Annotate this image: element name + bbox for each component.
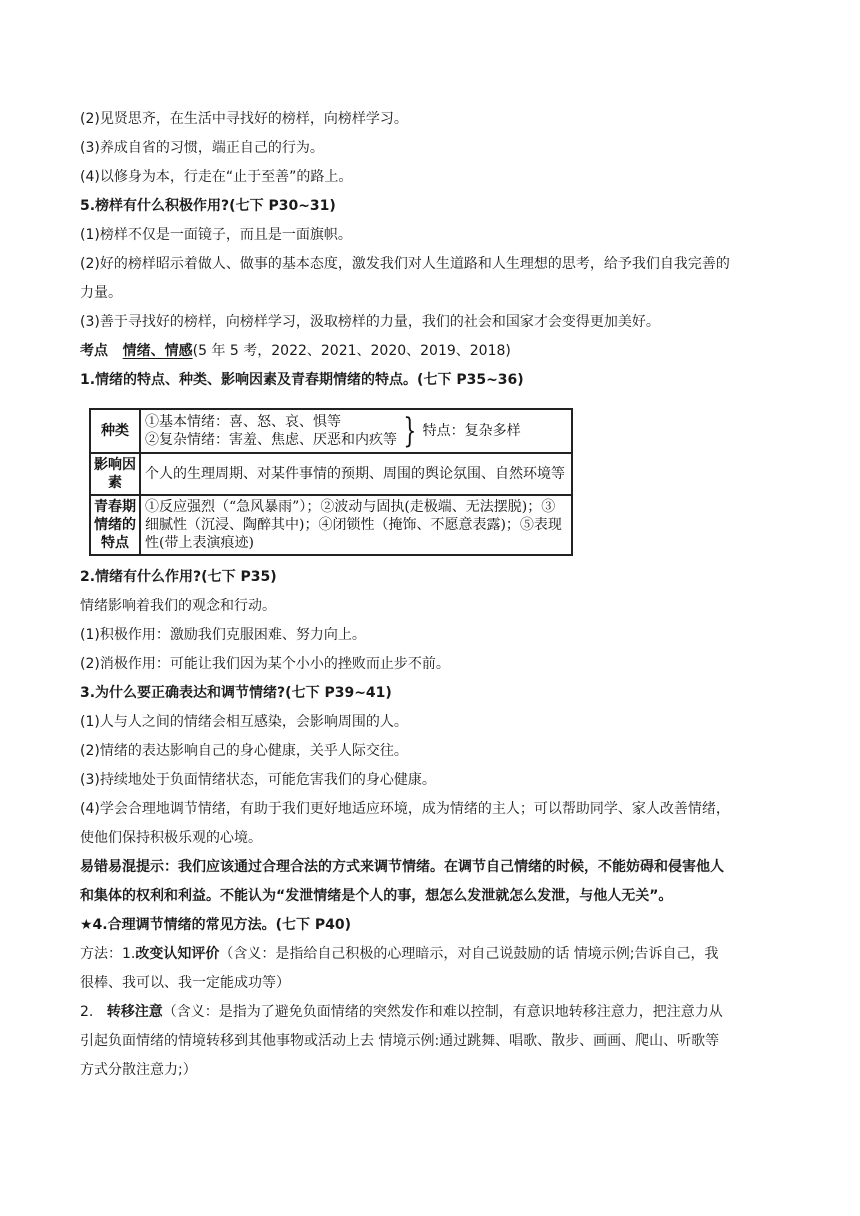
- method-name: 转移注意: [106, 1003, 163, 1020]
- tip-text: 和集体的权利和利益。不能认为“发泄情绪是个人的事，想怎么发泄就怎么发泄，与他人无关”。: [80, 887, 673, 904]
- text-line: (4)以修身为本，行走在“止于至善”的路上。: [80, 168, 353, 185]
- text-line: (2)好的榜样昭示着做人、做事的基本态度，激发我们对人生道路和人生理想的思考，给予我们自我完善的: [80, 255, 730, 272]
- question-heading: ★4.合理调节情绪的常见方法。(七下 P40): [80, 916, 352, 933]
- text-line: (1)积极作用：激励我们克服困难、努力向上。: [80, 626, 366, 643]
- table-cell: 个人的生理周期、对某件事情的预期、周围的舆论氛围、自然环境等: [140, 453, 572, 495]
- text-line: (4)学会合理地调节情绪，有助于我们更好地适应环境，成为情绪的主人；可以帮助同学、家人改善情绪，: [80, 800, 730, 817]
- text-line: (2)情绪的表达影响自己的身心健康，关乎人际交往。: [80, 742, 408, 759]
- method-prefix: 2.: [80, 1003, 107, 1020]
- text-line: 使他们保持积极乐观的心境。: [80, 829, 262, 846]
- method-line: [80, 944, 719, 964]
- text-line: 引起负面情绪的情境转移到其他事物或活动上去 情境示例:通过跳舞、唱歌、散步、画画、爬山、听歌等: [80, 1032, 720, 1049]
- kaodian-topic: 情绪、情感: [122, 342, 193, 359]
- table-text: 特点：复杂多样: [422, 423, 521, 439]
- table-cell: ①反应强烈（“急风暴雨”）；②波动与固执(走极端、无法摆脱)；③细腻性（沉浸、陶醉其中)；④闭锁性（掩饰、不愿意表露)；⑤表现性(带上表演痕迹): [140, 495, 572, 555]
- table-row: [90, 409, 572, 453]
- text-line: (3)持续地处于负面情绪状态，可能危害我们的身心健康。: [80, 771, 436, 788]
- table-text: ①基本情绪：喜、怒、哀、惧等: [145, 414, 341, 430]
- table-cell-head: 影响因素: [90, 453, 140, 495]
- text-line: 很棒、我可以、我一定能成功等）: [80, 974, 290, 991]
- document-page: [80, 104, 780, 1084]
- text-line: (2)见贤思齐，在生活中寻找好的榜样，向榜样学习。: [80, 110, 408, 127]
- method-name: 改变认知评价: [135, 945, 220, 962]
- text-line: (3)善于寻找好的榜样，向榜样学习，汲取榜样的力量，我们的社会和国家才会变得更加美好。: [80, 313, 660, 330]
- text-line: (2)消极作用：可能让我们因为某个小小的挫败而止步不前。: [80, 655, 450, 672]
- kaodian-heading: [80, 341, 511, 361]
- method-prefix: 方法：1.: [80, 945, 136, 962]
- table-row: [90, 453, 572, 495]
- kaodian-label: 考点: [80, 342, 108, 359]
- kaodian-meta: (5 年 5 考，2022、2021、2020、2019、2018): [192, 342, 511, 359]
- emotion-table-wrapper: [89, 408, 780, 556]
- method-line: [80, 1002, 723, 1022]
- method-desc: （含义：是指给自己积极的心理暗示，对自己说鼓励的话 情境示例;告诉自己，我: [219, 945, 719, 962]
- table-row: [90, 495, 572, 555]
- method-desc: （含义：是指为了避免负面情绪的突然发作和难以控制，有意识地转移注意力，把注意力从: [162, 1003, 723, 1020]
- text-line: 情绪影响着我们的观念和行动。: [80, 597, 276, 614]
- question-heading: 3.为什么要正确表达和调节情绪?(七下 P39~41): [80, 684, 392, 701]
- table-cell-head: 青春期情绪的特点: [90, 495, 140, 555]
- table-text: ②复杂情绪：害羞、焦虑、厌恶和内疚等: [145, 432, 397, 448]
- text-line: (1)榜样不仅是一面镜子，而且是一面旗帜。: [80, 226, 352, 243]
- text-line: 力量。: [80, 284, 122, 301]
- text-line: (1)人与人之间的情绪会相互感染，会影响周围的人。: [80, 713, 408, 730]
- question-heading: 2.情绪有什么作用?(七下 P35): [80, 568, 277, 585]
- text-line: 方式分散注意力;）: [80, 1061, 197, 1078]
- table-cell: [140, 409, 572, 453]
- text-line: (3)养成自省的习惯，端正自己的行为。: [80, 139, 324, 156]
- tip-text: 易错易混提示：我们应该通过合理合法的方式来调节情绪。在调节自己情绪的时候，不能妨碍和侵害他人: [80, 858, 724, 875]
- question-heading: 1.情绪的特点、种类、影响因素及青春期情绪的特点。(七下 P35~36): [80, 371, 524, 388]
- question-heading: 5.榜样有什么积极作用?(七下 P30~31): [80, 197, 336, 214]
- brace-icon: }: [403, 411, 417, 451]
- emotion-table: [89, 408, 573, 556]
- table-cell-head: 种类: [90, 409, 140, 453]
